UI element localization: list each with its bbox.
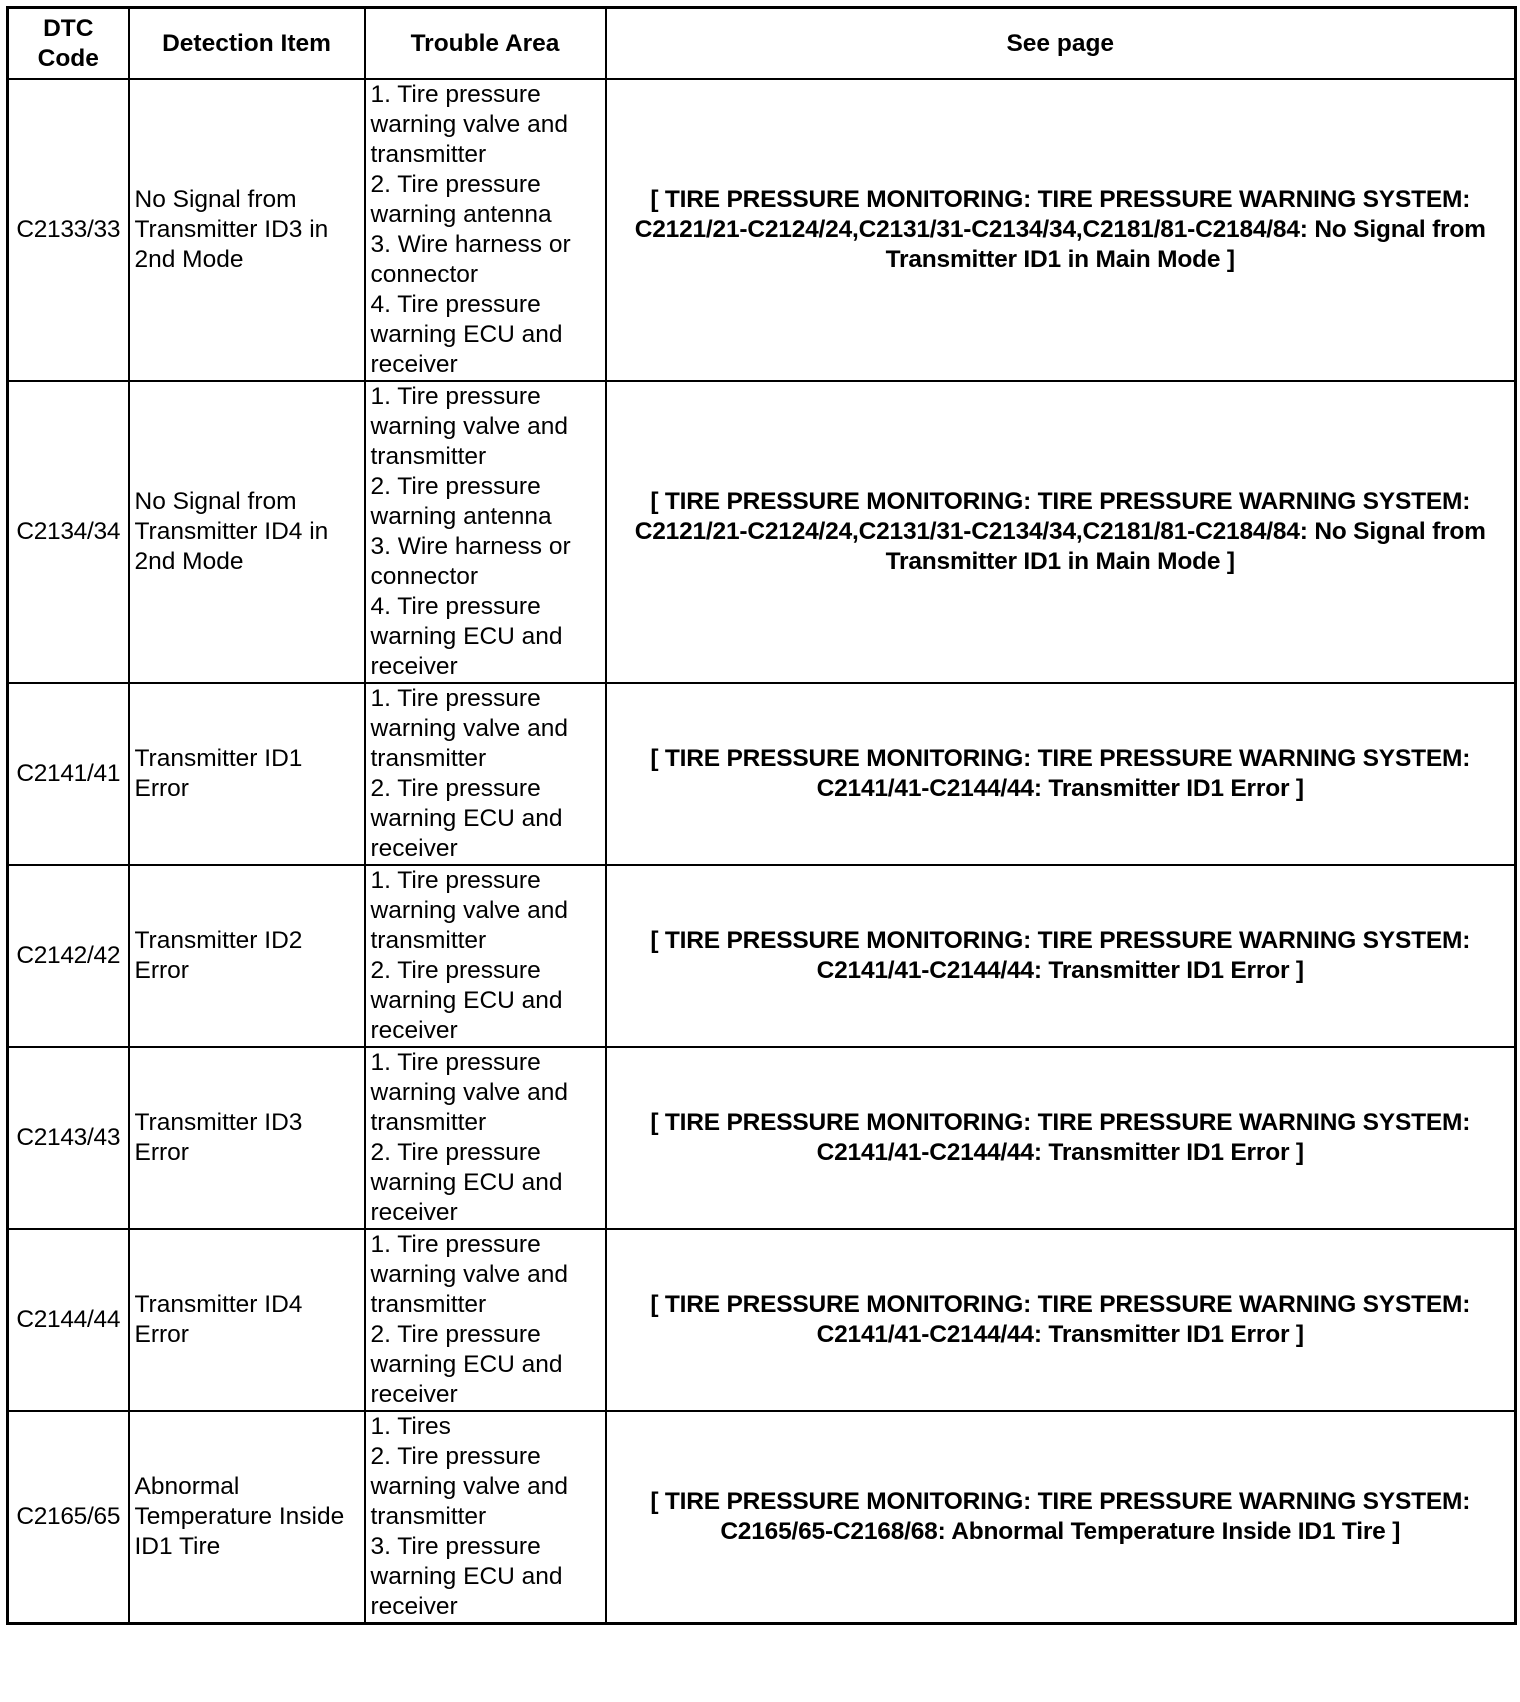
dtc-code-cell: C2143/43 bbox=[8, 1047, 129, 1229]
dtc-code-cell: C2142/42 bbox=[8, 865, 129, 1047]
trouble-area-item: 2. Tire pressure warning ECU and receiver bbox=[370, 1321, 563, 1408]
table-row bbox=[8, 683, 1516, 865]
trouble-area-item: 4. Tire pressure warning ECU and receiver bbox=[370, 291, 563, 378]
see-page-link[interactable]: [ TIRE PRESSURE MONITORING: TIRE PRESSURE WARNING SYSTEM: C2141/41-C2144/44: Transmitter ID1 Error ] bbox=[606, 1229, 1516, 1411]
trouble-area-item: 1. Tire pressure warning valve and transmitter bbox=[370, 1231, 568, 1318]
see-page-link[interactable]: [ TIRE PRESSURE MONITORING: TIRE PRESSURE WARNING SYSTEM: C2121/21-C2124/24,C2131/31-C2134/34,C2181/81-C2184/84: No Signal from Transmitter ID1 in Main Mode ] bbox=[606, 381, 1516, 683]
dtc-code-cell: C2141/41 bbox=[8, 683, 129, 865]
table-row bbox=[8, 1411, 1516, 1624]
dtc-code-cell: C2133/33 bbox=[8, 79, 129, 381]
table-body bbox=[8, 79, 1516, 1624]
table-row bbox=[8, 865, 1516, 1047]
trouble-area-cell bbox=[365, 865, 606, 1047]
trouble-area-item: 1. Tire pressure warning valve and transmitter bbox=[370, 383, 568, 470]
dtc-table bbox=[6, 6, 1517, 1625]
table-row bbox=[8, 1229, 1516, 1411]
see-page-link[interactable]: [ TIRE PRESSURE MONITORING: TIRE PRESSURE WARNING SYSTEM: C2141/41-C2144/44: Transmitter ID1 Error ] bbox=[606, 683, 1516, 865]
trouble-area-item: 2. Tire pressure warning ECU and receiver bbox=[370, 957, 563, 1044]
detection-item-cell: No Signal from Transmitter ID3 in 2nd Mode bbox=[129, 79, 365, 381]
trouble-area-item: 2. Tire pressure warning ECU and receiver bbox=[370, 1139, 563, 1226]
trouble-area-cell bbox=[365, 1411, 606, 1624]
trouble-area-item: 3. Tire pressure warning ECU and receiver bbox=[370, 1533, 563, 1620]
trouble-area-cell bbox=[365, 683, 606, 865]
trouble-area-cell bbox=[365, 1229, 606, 1411]
header-row bbox=[8, 8, 1516, 80]
trouble-area-item: 1. Tire pressure warning valve and transmitter bbox=[370, 867, 568, 954]
trouble-area-item: 2. Tire pressure warning valve and transmitter bbox=[370, 1443, 568, 1530]
trouble-area-item: 2. Tire pressure warning antenna bbox=[370, 171, 552, 228]
trouble-area-item: 1. Tire pressure warning valve and transmitter bbox=[370, 1049, 568, 1136]
detection-item-cell: No Signal from Transmitter ID4 in 2nd Mode bbox=[129, 381, 365, 683]
dtc-code-cell: C2134/34 bbox=[8, 381, 129, 683]
header-see-page: See page bbox=[606, 8, 1516, 80]
see-page-link[interactable]: [ TIRE PRESSURE MONITORING: TIRE PRESSURE WARNING SYSTEM: C2141/41-C2144/44: Transmitter ID1 Error ] bbox=[606, 1047, 1516, 1229]
dtc-code-cell: C2165/65 bbox=[8, 1411, 129, 1624]
see-page-link[interactable]: [ TIRE PRESSURE MONITORING: TIRE PRESSURE WARNING SYSTEM: C2141/41-C2144/44: Transmitter ID1 Error ] bbox=[606, 865, 1516, 1047]
trouble-area-item: 1. Tire pressure warning valve and transmitter bbox=[370, 685, 568, 772]
trouble-area-cell bbox=[365, 79, 606, 381]
trouble-area-item: 1. Tires bbox=[370, 1413, 451, 1440]
table-row bbox=[8, 79, 1516, 381]
trouble-area-item: 4. Tire pressure warning ECU and receiver bbox=[370, 593, 563, 680]
trouble-area-item: 2. Tire pressure warning ECU and receiver bbox=[370, 775, 563, 862]
header-trouble-area: Trouble Area bbox=[365, 8, 606, 80]
trouble-area-item: 3. Wire harness or connector bbox=[370, 533, 571, 590]
see-page-link[interactable]: [ TIRE PRESSURE MONITORING: TIRE PRESSURE WARNING SYSTEM: C2165/65-C2168/68: Abnormal Temperature Inside ID1 Tire ] bbox=[606, 1411, 1516, 1624]
detection-item-cell: Abnormal Temperature Inside ID1 Tire bbox=[129, 1411, 365, 1624]
detection-item-cell: Transmitter ID2 Error bbox=[129, 865, 365, 1047]
dtc-code-cell: C2144/44 bbox=[8, 1229, 129, 1411]
see-page-link[interactable]: [ TIRE PRESSURE MONITORING: TIRE PRESSURE WARNING SYSTEM: C2121/21-C2124/24,C2131/31-C2134/34,C2181/81-C2184/84: No Signal from Transmitter ID1 in Main Mode ] bbox=[606, 79, 1516, 381]
detection-item-cell: Transmitter ID4 Error bbox=[129, 1229, 365, 1411]
trouble-area-cell bbox=[365, 1047, 606, 1229]
header-dtc-code: DTC Code bbox=[8, 8, 129, 80]
trouble-area-cell bbox=[365, 381, 606, 683]
trouble-area-item: 1. Tire pressure warning valve and transmitter bbox=[370, 81, 568, 168]
table-row bbox=[8, 381, 1516, 683]
trouble-area-item: 3. Wire harness or connector bbox=[370, 231, 571, 288]
header-detection-item: Detection Item bbox=[129, 8, 365, 80]
table-row bbox=[8, 1047, 1516, 1229]
trouble-area-item: 2. Tire pressure warning antenna bbox=[370, 473, 552, 530]
detection-item-cell: Transmitter ID3 Error bbox=[129, 1047, 365, 1229]
detection-item-cell: Transmitter ID1 Error bbox=[129, 683, 365, 865]
